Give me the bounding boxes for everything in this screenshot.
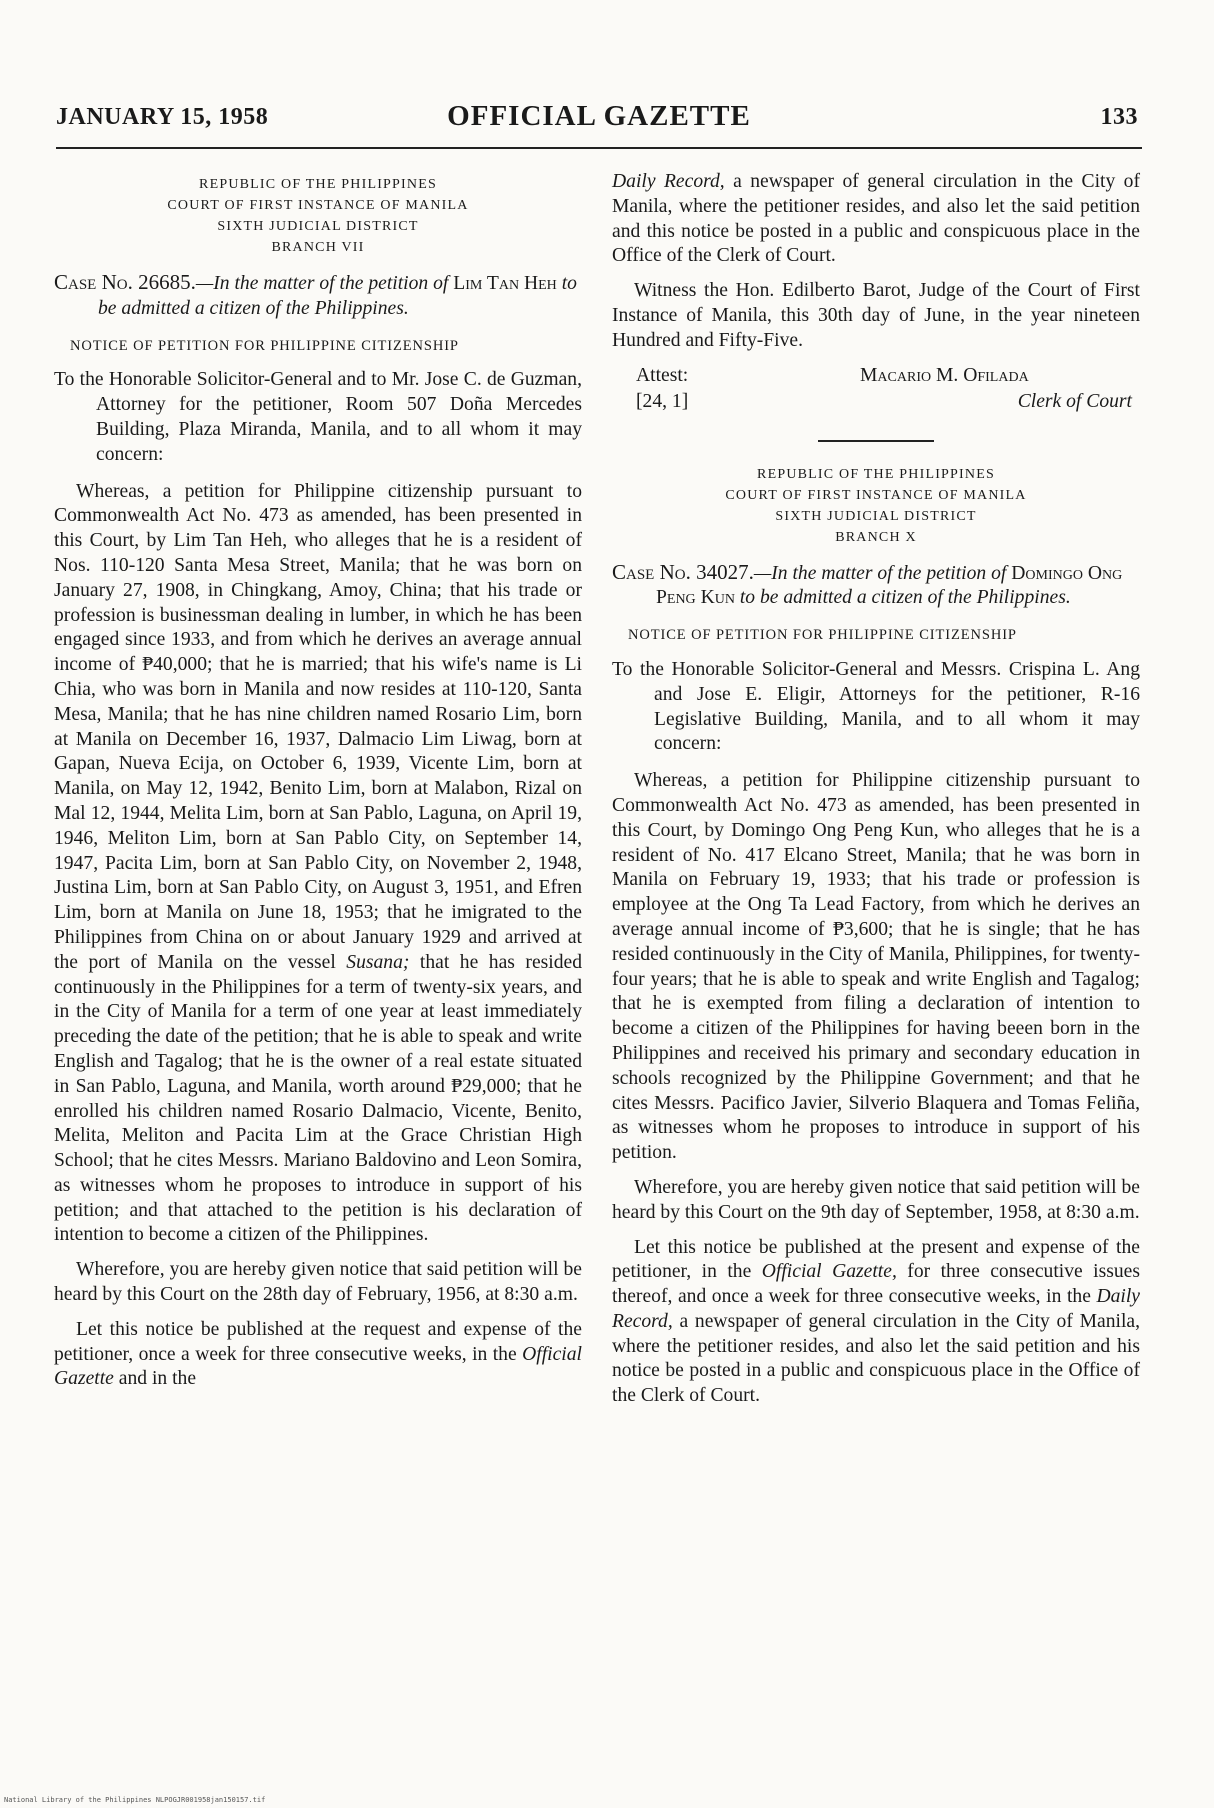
paragraph-text: a newspaper of general circulation in the City of Manila, where the petitioner resides, and also let the said petition and his notice be posted in a public and conspicuous place in the Office of the Clerk of Court. xyxy=(612,1310,1140,1407)
paragraph-text: for three consecutive issues thereof, and once a week for three consecutive weeks, in the xyxy=(612,1261,1140,1308)
publication-title: OFFICIAL GAZETTE xyxy=(447,100,751,132)
court-line: COURT OF FIRST INSTANCE OF MANILA xyxy=(725,487,1027,503)
attestation-block xyxy=(612,364,1140,418)
newspaper-name: Daily Record, xyxy=(612,171,725,192)
petitioner-name: Domingo Ong Peng Kun xyxy=(656,562,1123,609)
signatory-title: Clerk of Court xyxy=(1017,390,1132,412)
publication-paragraph-2 xyxy=(612,1236,1140,1410)
case-number: Case No. 34027. xyxy=(612,559,754,584)
notice-title-1: NOTICE OF PETITION FOR PHILIPPINE CITIZENSHIP xyxy=(70,337,459,354)
wherefore-paragraph-2: Wherefore, you are hereby given notice that said petition will be heard by this Court on the 9th day of September, 1958, at 8:30 a.m. xyxy=(612,1176,1140,1223)
case-caption-2 xyxy=(612,560,1140,612)
court-line: BRANCH VII xyxy=(271,240,365,255)
paragraph-text: a newspaper of general circulation in the City of Manila, where the petitioner resides, and also let the said petition and this notice be posted in a public and conspicuous place in the Office of the Clerk of Court. xyxy=(612,171,1141,267)
addressee-1: To the Honorable Solicitor-General and to Mr. Jose C. de Guzman, Attorney for the petitioner, Room 507 Doña Mercedes Building, Plaza Miranda, Manila, and to all whom it may concern: xyxy=(54,369,582,465)
whereas-paragraph-1 xyxy=(54,480,582,1249)
newspaper-name: Daily Record, xyxy=(612,1286,1140,1332)
court-line: REPUBLIC OF THE PHILIPPINES xyxy=(199,177,437,192)
attest-label: Attest: xyxy=(636,364,689,386)
attest-reference: [24, 1] xyxy=(636,390,689,412)
publication-paragraph-1-cont xyxy=(612,170,1140,269)
case-text: to be admitted a citizen of the Philippines. xyxy=(734,587,1071,609)
page-header xyxy=(56,100,1142,140)
scan-footer: National Library of the Philippines NLPOGJR001958jan150157.tif xyxy=(4,1796,266,1804)
case-text: —In the matter of the petition of xyxy=(753,562,1012,584)
paragraph-text: Let this notice be published at the present and expense of the petitioner, in the xyxy=(612,1236,1140,1283)
vessel-name: Susana; xyxy=(346,951,410,973)
case-text: —In the matter of the petition of xyxy=(195,273,454,294)
paragraph-text: that he has resided continuously in the Philippines for a term of twenty-six years, and in the City of Manila for a term of one year at least immediately preceding the date of the petition; that he is able to speak and write English and Tagalog; that he is the owner of a real estate situated in San Pablo, Laguna, and Manila, worth around ₱29,000; that he enrolled his children named Rosario Dalmacio, Vicente, Benito, Melita, Meliton and Pacita Lim at the Grace Christian High School; that he cites Messrs. Mariano Baldovino and Leon Somira, as witnesses whom he proposes to introduce in support of his petition; and that attached to the petition is his declaration of intention to become a citizen of the Philippines. xyxy=(54,951,582,1246)
case-text: to be admitted a citizen of the Philippines. xyxy=(98,273,577,319)
witness-paragraph: Witness the Hon. Edilberto Barot, Judge of the Court of First Instance of Manila, this 30th day of June, in the year nineteen Hundred and Fifty-Five. xyxy=(612,280,1140,351)
paragraph-text: Whereas, a petition for Philippine citizenship pursuant to Commonwealth Act No. 473 as amended, has been presented in this Court, by Lim Tan Heh, who alleges that he is a resident of Nos. 110-120 Santa Mesa Street, Manila; that he was born on January 27, 1908, in Chingkang, Amoy, China; that his trade or profession is businessman dealing in lumber, in which he has been engaged since 1933, and from which he derives an average annual income of ₱40,000; that he is married; that his wife's name is Li Chia, who was born in Manila and now resides at 110-120, Santa Mesa, Manila; that he has nine children named Rosario Lim, born at Manila on December 16, 1937, Dalmacio Lim Liwag, born at Gapan, Nueva Ecija, on October 6, 1939, Vicente Lim, born at Manila, on May 12, 1942, Benito Lim, born at Malabon, Rizal on Mal 12, 1944, Melita Lim, born at San Pablo, Laguna, on April 19, 1946, Meliton Lim, born at San Pablo City, on September 14, 1947, Pacita Lim, born at San Pablo City, on November 2, 1948, Justina Lim, born at San Pablo City, on August 3, 1951, and Efren Lim, born at Manila on June 18, 1953; that he imigrated to the Philippines from China on or about January 1929 and arrived at the port of Manila on the vessel xyxy=(54,480,582,973)
page-number: 133 xyxy=(1100,104,1138,130)
court-line: SIXTH JUDICIAL DISTRICT xyxy=(775,508,977,524)
court-heading-1 xyxy=(54,174,582,258)
court-line: COURT OF FIRST INSTANCE OF MANILA xyxy=(167,198,469,213)
notice-title-2: NOTICE OF PETITION FOR PHILIPPINE CITIZENSHIP xyxy=(628,627,1017,644)
gazette-name: Official Gazette xyxy=(54,1343,582,1390)
case-number: Case No. 26685. xyxy=(54,270,196,294)
header-rule xyxy=(56,147,1142,149)
court-line: SIXTH JUDICIAL DISTRICT xyxy=(217,219,419,234)
court-heading-2 xyxy=(612,464,1140,548)
paragraph-text: and in the xyxy=(113,1368,197,1390)
section-divider xyxy=(818,440,934,442)
signatory-name: Macario M. Ofilada xyxy=(860,364,1029,386)
gazette-name: Official Gazette, xyxy=(761,1261,897,1283)
court-line: BRANCH X xyxy=(835,529,917,545)
whereas-paragraph-2: Whereas, a petition for Philippine citizenship pursuant to Commonwealth Act No. 473 as amended, has been presented in this Court, by Domingo Ong Peng Kun, who alleges that he is a resident of No. 417 Elcano Street, Manila; that he was born in Manila on February 19, 1933; that his trade or profession is employee at the Ong Ta Lead Factory, from which he derives an average annual income of ₱3,600; that he is single; that he has resided continuously in the City of Manila, Philippines, for twenty-four years; that he is able to speak and write English and Tagalog; that he is exempted from filing a declaration of intention to become a citizen of the Philippines for having beeen born in the Philippines and received his primary and secondary education in schools recognized by the Philippine Government; and that he cites Messrs. Pacifico Javier, Silverio Blaquera and Tomas Feliña, as witnesses whom he proposes to introduce in support of his petition. xyxy=(612,770,1140,1164)
issue-date: JANUARY 15, 1958 xyxy=(56,104,269,130)
petitioner-name: Lim Tan Heh xyxy=(453,273,557,294)
wherefore-paragraph-1: Wherefore, you are hereby given notice that said petition will be heard by this Court on the 28th day of February, 1956, at 8:30 a.m. xyxy=(54,1259,582,1306)
paragraph-text: Let this notice be published at the request and expense of the petitioner, once a week for three consecutive weeks, in the xyxy=(54,1318,582,1365)
right-column xyxy=(612,170,1140,1419)
case-caption-1 xyxy=(54,270,582,322)
court-line: REPUBLIC OF THE PHILIPPINES xyxy=(757,466,995,482)
addressee-2: To the Honorable Solicitor-General and Messrs. Crispina L. Ang and Jose E. Eligir, Attorneys for the petitioner, R-16 Legislative Building, Manila, and to all whom it may concern: xyxy=(612,658,1140,755)
publication-paragraph-1 xyxy=(54,1318,582,1392)
left-column xyxy=(54,170,582,1402)
